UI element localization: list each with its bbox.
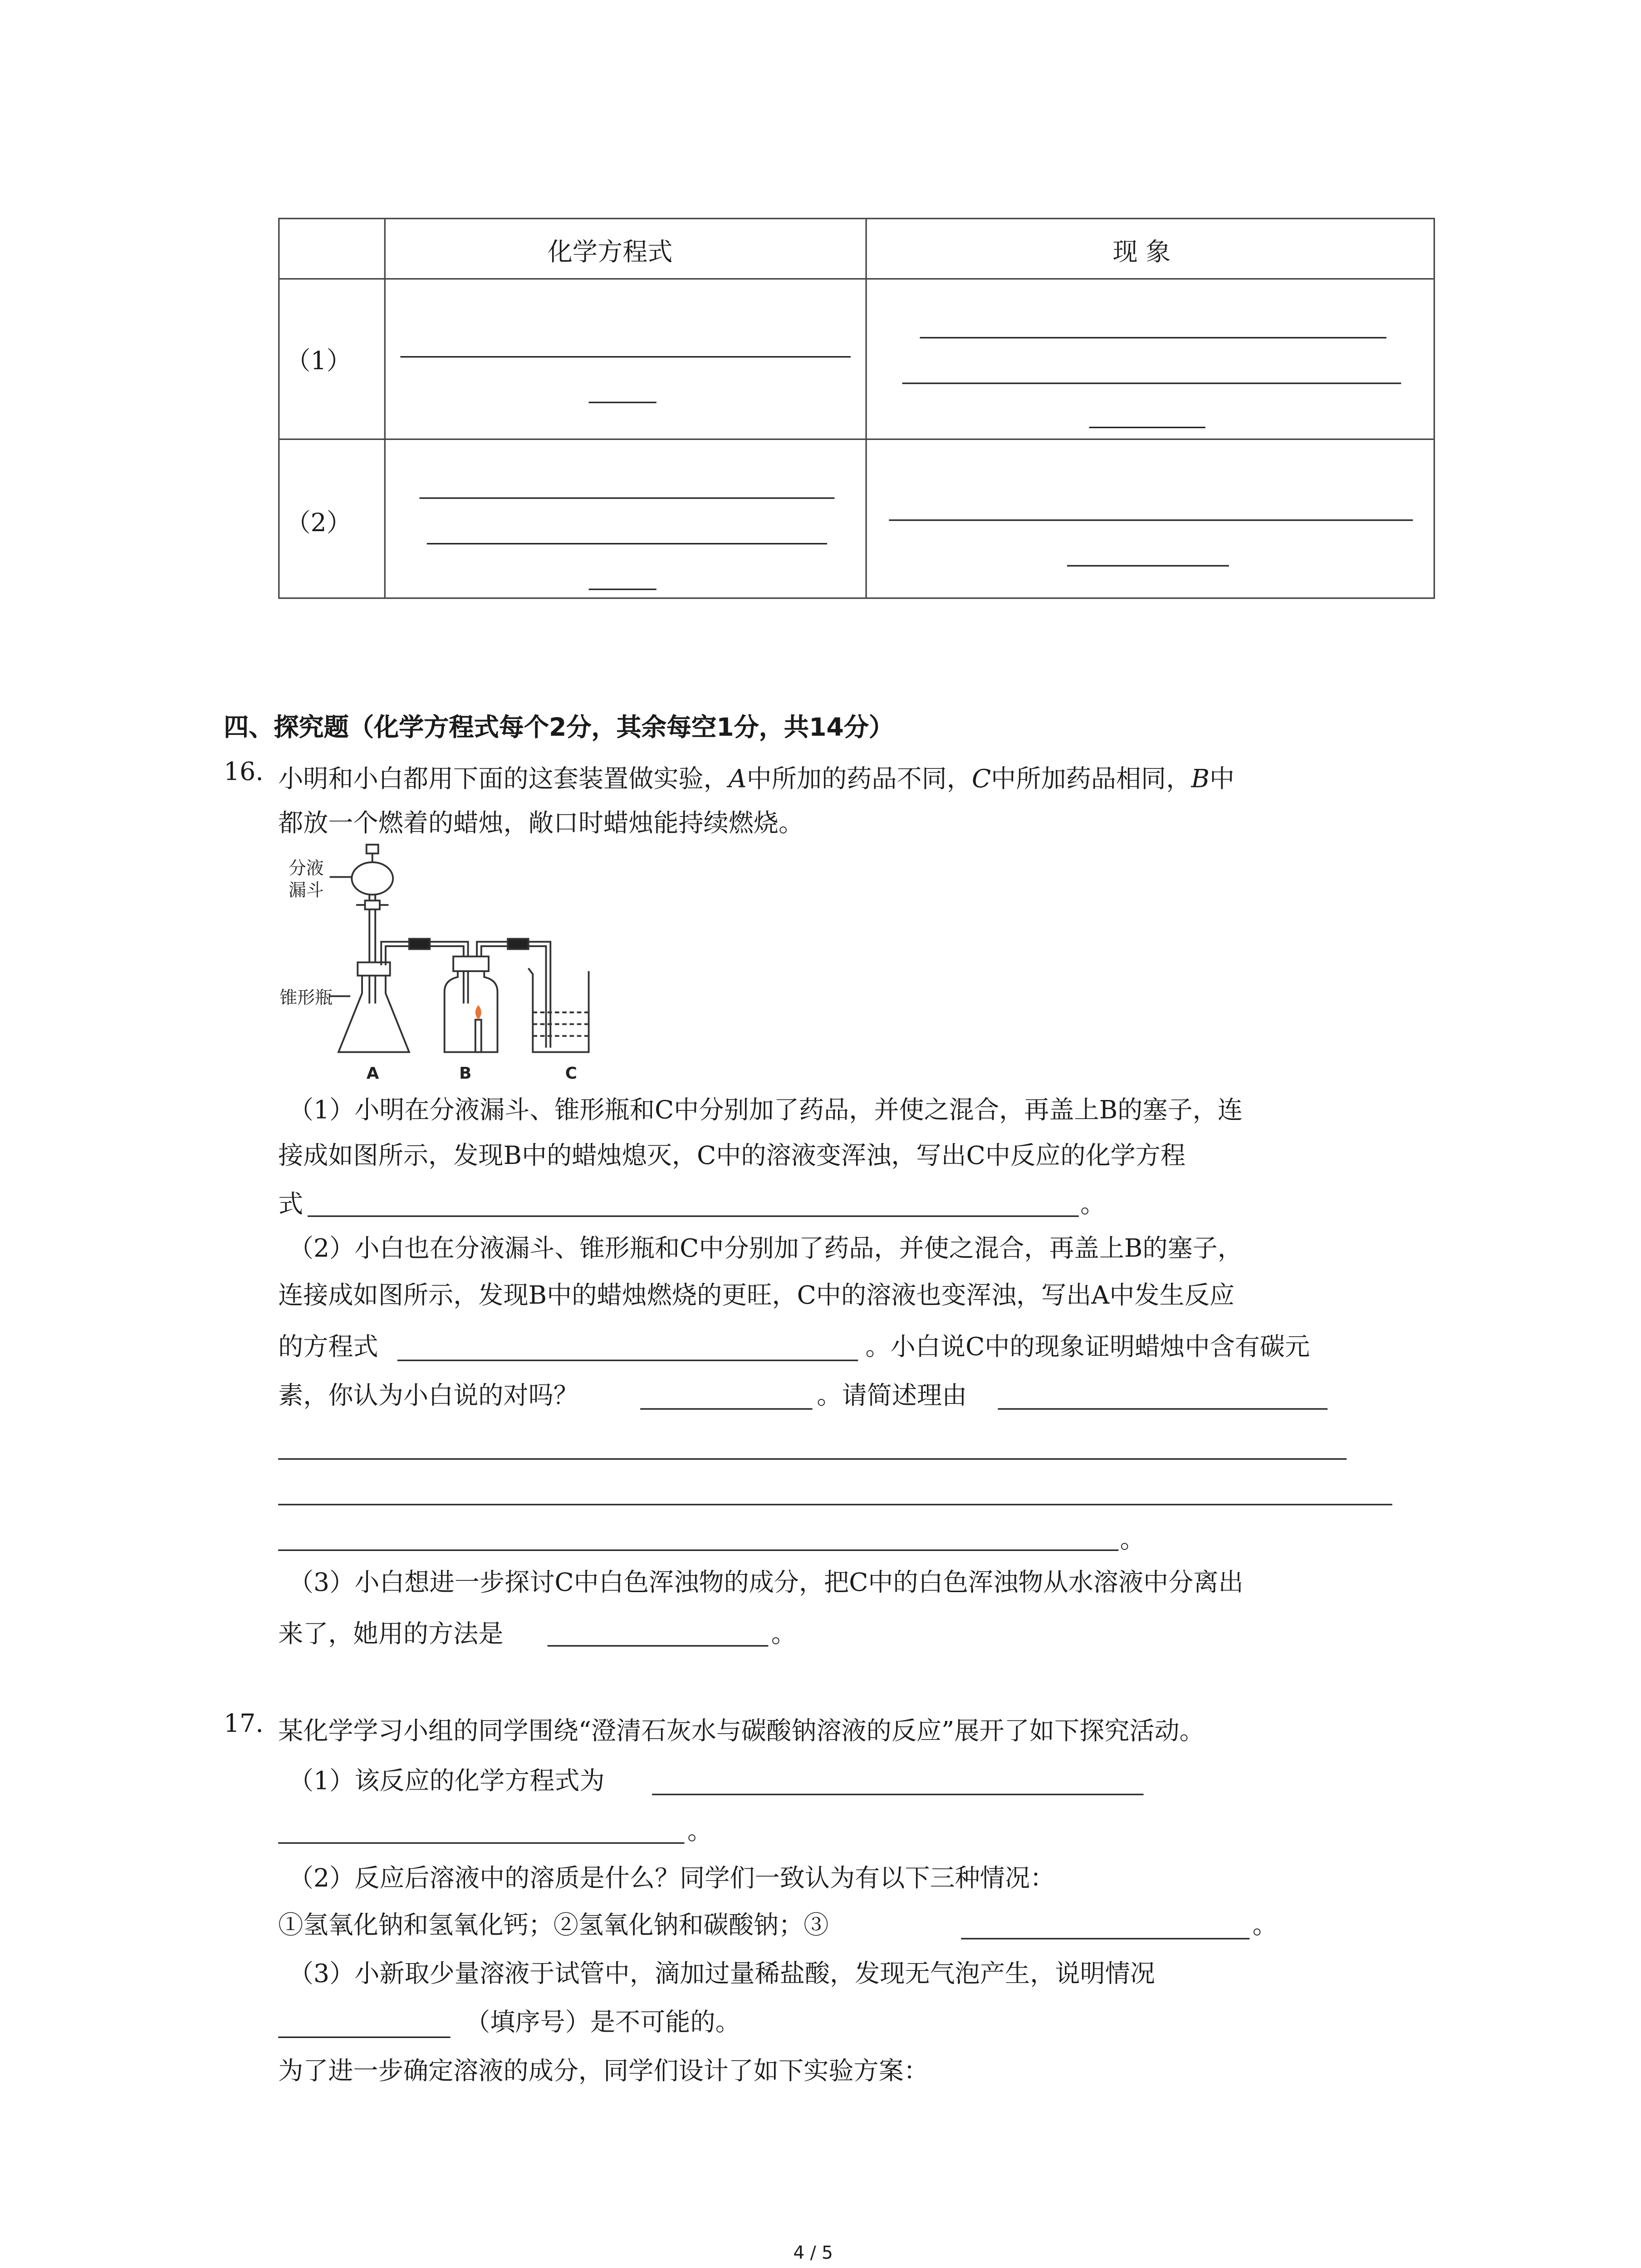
answer-blank[interactable] <box>548 1645 769 1647</box>
label-b: B <box>459 1064 472 1083</box>
connecting-tube <box>381 942 468 1003</box>
tube-clamp <box>508 939 528 949</box>
label-funnel: 漏斗 <box>288 880 324 901</box>
answer-blank[interactable] <box>278 1842 684 1843</box>
question-part: 。请简述理由 <box>817 1382 967 1411</box>
answer-blank[interactable] <box>589 589 656 590</box>
label-funnel: 分液 <box>288 858 324 879</box>
question-text: 为了进一步确定溶液的成分，同学们设计了如下实验方案： <box>278 2057 929 2087</box>
question-number: 17. <box>224 1710 264 1740</box>
section-title: 四、探究题（化学方程式每个2分，其余每空1分，共14分） <box>224 714 894 743</box>
table-divider <box>279 439 1433 440</box>
table-divider <box>279 278 1433 279</box>
question-part: ①氢氧化钠和氢氧化钙；②氢氧化钠和碳酸钠；③ <box>278 1911 829 1941</box>
table-header-equation: 化学方程式 <box>547 238 673 268</box>
candle-flame <box>475 1005 481 1020</box>
question-part: 。 <box>687 1817 713 1847</box>
answer-blank[interactable] <box>400 356 851 357</box>
question-text: 某化学学习小组的同学围绕“澄清石灰水与碳酸钠溶液的反应”展开了如下探究活动。 <box>278 1717 1205 1747</box>
question-part: 的方程式 <box>278 1333 378 1363</box>
label-a: A <box>366 1064 379 1083</box>
question-part: （3）小新取少量溶液于试管中，滴加过量稀盐酸，发现无气泡产生，说明情况 <box>288 1960 1155 1989</box>
answer-blank[interactable] <box>278 1458 1347 1460</box>
answer-blank[interactable] <box>652 1794 1143 1795</box>
connecting-tube <box>481 946 546 1048</box>
answer-blank[interactable] <box>589 402 656 403</box>
question-part: （3）小白想进一步探讨C中白色浑浊物的成分，把C中的白色浑浊物从水溶液中分离出 <box>288 1569 1244 1598</box>
answer-blank[interactable] <box>427 543 827 544</box>
question-part: 素，你认为小白说的对吗？ <box>278 1382 578 1411</box>
question-part: 来了，她用的方法是 <box>278 1620 504 1650</box>
label-c: C <box>565 1064 577 1083</box>
question-text: 都放一个燃着的蜡烛，敞口时蜡烛能持续燃烧。 <box>278 809 804 839</box>
connecting-tube <box>386 946 464 1004</box>
question-part: 。 <box>1252 1911 1278 1941</box>
question-part: 。 <box>1080 1190 1106 1220</box>
table-row-label: （2） <box>285 509 352 539</box>
apparatus-figure <box>279 842 618 1085</box>
tube-clamp <box>409 939 430 949</box>
question-part: （2）小白也在分液漏斗、锥形瓶和C中分别加了药品，并使之混合，再盖上B的塞子， <box>288 1234 1243 1264</box>
table-header-phenomenon: 现 象 <box>1112 238 1171 268</box>
question-part: （填序号）是不可能的。 <box>465 2009 740 2038</box>
answer-blank[interactable] <box>961 1938 1249 1939</box>
answer-blank[interactable] <box>1067 565 1229 567</box>
question-part: （1）该反应的化学方程式为 <box>288 1767 605 1797</box>
answer-blank[interactable] <box>420 497 835 499</box>
question-number: 16. <box>224 758 264 787</box>
question-part: 接成如图所示，发现B中的蜡烛熄灭，C中的溶液变浑浊，写出C中反应的化学方程 <box>278 1142 1186 1172</box>
answer-blank[interactable] <box>397 1359 858 1361</box>
question-part: 式 <box>278 1190 304 1220</box>
page-number: 4 / 5 <box>793 2242 833 2263</box>
label-flask: 锥形瓶 <box>279 987 333 1008</box>
question-part: 。小白说C中的现象证明蜡烛中含有碳元 <box>865 1333 1310 1363</box>
question-part: 连接成如图所示，发现B中的蜡烛燃烧的更旺，C中的溶液也变浑浊，写出A中发生反应 <box>278 1281 1235 1311</box>
answer-blank[interactable] <box>278 2037 451 2038</box>
answer-blank[interactable] <box>902 382 1401 384</box>
answer-blank[interactable] <box>1089 427 1205 428</box>
beaker <box>529 968 589 1052</box>
question-part: （1）小明在分液漏斗、锥形瓶和C中分别加了药品，并使之混合，再盖上B的塞子，连 <box>288 1096 1243 1126</box>
question-part: 。 <box>1120 1526 1145 1555</box>
funnel-valve <box>365 900 380 909</box>
funnel-stopper <box>367 845 378 853</box>
answer-blank[interactable] <box>920 337 1386 338</box>
answer-blank[interactable] <box>278 1549 1118 1551</box>
question-part: （2）反应后溶液中的溶质是什么？同学们一致认为有以下三种情况： <box>288 1864 1055 1894</box>
erlenmeyer-flask <box>338 976 409 1052</box>
answer-blank[interactable] <box>889 519 1413 521</box>
question-part: 。 <box>771 1620 797 1650</box>
answer-table <box>278 218 1435 599</box>
candle <box>475 1020 481 1052</box>
funnel-bulb <box>352 862 393 894</box>
answer-blank[interactable] <box>640 1408 813 1410</box>
answer-blank[interactable] <box>278 1504 1392 1505</box>
table-divider <box>384 219 386 597</box>
gas-bottle <box>445 971 498 1052</box>
answer-blank[interactable] <box>308 1216 1079 1217</box>
table-row-label: （1） <box>285 347 352 377</box>
table-divider <box>865 219 867 597</box>
question-text: 小明和小白都用下面的这套装置做实验，A中所加的药品不同，C中所加药品相同，B中 <box>278 765 1235 795</box>
answer-blank[interactable] <box>998 1408 1327 1410</box>
bottle-stopper <box>453 957 489 971</box>
